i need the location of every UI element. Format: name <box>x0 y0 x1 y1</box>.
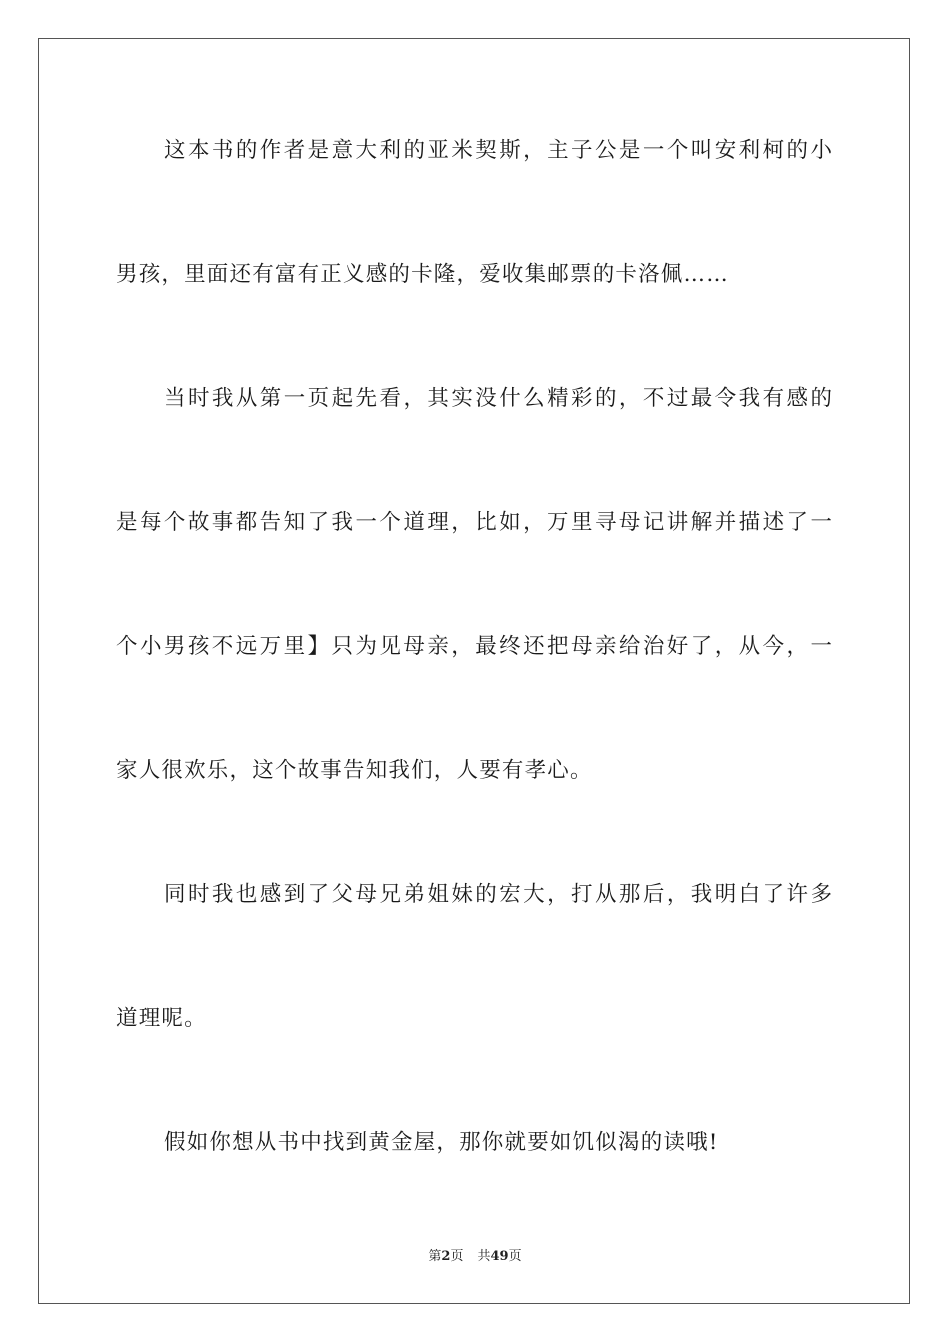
page-footer <box>0 1248 950 1266</box>
footer-page-number: 2 <box>441 1249 451 1264</box>
footer-page-suffix: 页 <box>450 1249 464 1264</box>
footer-total-prefix: 共 <box>477 1249 491 1264</box>
paragraph-1-line-1: 这本书的作者是意大利的亚米契斯，主子公是一个叫安利柯的小 <box>164 138 832 163</box>
paragraph-2-line-4: 家人很欢乐，这个故事告知我们，人要有孝心。 <box>116 758 593 783</box>
footer-page-prefix: 第 <box>428 1249 442 1264</box>
page-border <box>38 38 910 1304</box>
paragraph-2-line-3: 个小男孩不远万里】只为见母亲，最终还把母亲给治好了，从今，一 <box>116 634 832 659</box>
paragraph-1-line-2: 男孩，里面还有富有正义感的卡隆，爱收集邮票的卡洛佩…… <box>116 262 729 287</box>
footer-total-pages: 49 <box>490 1249 509 1264</box>
paragraph-2-line-1: 当时我从第一页起先看，其实没什么精彩的，不过最令我有感的 <box>164 386 832 411</box>
paragraph-3-line-2: 道理呢。 <box>116 1006 207 1031</box>
paragraph-2-line-2: 是每个故事都告知了我一个道理，比如，万里寻母记讲解并描述了一 <box>116 510 832 535</box>
paragraph-4-line-1: 假如你想从书中找到黄金屋，那你就要如饥似渴的读哦! <box>164 1130 719 1155</box>
footer-total-suffix: 页 <box>508 1249 522 1264</box>
paragraph-3-line-1: 同时我也感到了父母兄弟姐妹的宏大，打从那后，我明白了许多 <box>164 882 832 907</box>
